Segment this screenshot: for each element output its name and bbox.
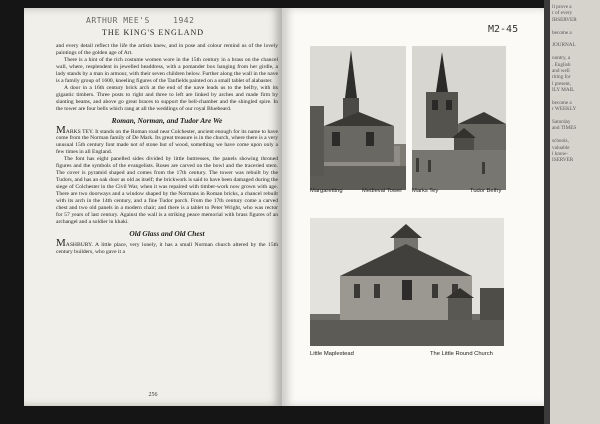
page-number: 256 [148, 392, 158, 398]
handwritten-year: 1942 [173, 16, 195, 25]
background-sheet [544, 0, 600, 424]
left-page-text [56, 43, 278, 256]
handwritten-annotation [86, 16, 212, 25]
handwritten-reference-code: M2-45 [488, 24, 519, 35]
background-text-line: ountry, a [552, 55, 571, 62]
right-page [282, 8, 544, 406]
round-church-photo [310, 218, 504, 346]
background-text-line: and well [552, 67, 570, 74]
background-text-line: l know- [552, 150, 568, 157]
background-text-line: schools, [552, 138, 569, 145]
handwritten-author: ARTHUR MEE'S [86, 16, 150, 25]
background-text-line: become a [552, 99, 572, 106]
running-head: THE KING'S ENGLAND [101, 28, 205, 37]
background-text-line: valuable [552, 144, 570, 151]
caption-medieval-tower: Medieval Tower [362, 188, 403, 194]
paragraph: The font has eight panelled sides divided by little buttresses, the panels showing throned figures and the symbols of the evangelists. Roses are carved on the bowl and the traceried stem. The cover is pyramid shaped and comes from the 17th century. The tower was rebuilt by the Tudors, and has an oak door as old as itself; the brickwork is said to have been damaged during the siege of Colchester in the Civil War, when it was repaired with timber-work now grown with age. There are two doorways and a window shaped by the Normans in Roman bricks, a chancel rebuilt with its arch in the 14th century, and a fine Tudor porch. From the 17th century come a carved chest and two old panels in a modern chair; and there is a tablet to Peter Wright, who was rector for 57 years of last century. Against the wall is a striking peace memorial with brass figures of an archangel and a soldier in khaki. [56, 156, 278, 225]
background-text-line: l present, [552, 80, 572, 87]
background-text-line: r WEEKLY [552, 106, 577, 113]
caption-little-maplestead: Little Maplestead [310, 351, 354, 357]
paragraph: There is a hint of the rich costume women wore in the 15th century in a brass on the chancel wall, where, resplendent in jewelled headdress, with a pomander box hanging from her girdle, a lady stands by a man in armour, with their seven children below. Further along the wall in the nave is a family group of 1600, kneeling figures of the Tanfields painted on a small tablet of alabaster. [56, 56, 278, 84]
paragraph: A door in a 16th century brick arch at the end of the nave leads us to the belfry, with its gigantic timbers. Three posts to right and three to left are linked by arches and made firm by slanting beams, and above go great braces to support the bell-chamber and the shingled spire. In the tower are four bells which rang at all the weddings of our royal Bluebeard. [56, 84, 278, 112]
background-text-line: Saturday [552, 119, 571, 126]
church-belfry-photo [412, 46, 506, 190]
background-text-line: JOURNAL [552, 42, 576, 49]
photo-margaretting-tower [310, 46, 406, 190]
paragraph: and every detail reflect the life the artists knew, and in pose and colour remind us of the lovely paintings of the golden age of Art. [56, 43, 278, 56]
paragraph [56, 123, 278, 157]
caption-marks-tey: Marks Tey [412, 188, 439, 194]
background-text-line: ISERVER [552, 157, 574, 164]
background-text-line: ILY MAIL [552, 87, 575, 94]
photo-little-maplestead [310, 218, 504, 346]
drop-cap: M [56, 236, 66, 249]
caption-margaretting: Margaretting [310, 188, 343, 194]
photo-marks-tey-belfry [412, 46, 506, 190]
paragraph-lead: ARKS TEY. It stands on the Roman road near Colchester, ancient enough for its name to have come from the Norman family of De Mark. Its great treasure is in the church, where there is a very unusual 15th century font made not of stone but of wood, something we have come upon only a few times in all England. [56, 128, 278, 156]
background-text-line: riting for [552, 74, 571, 81]
caption-tudor-belfry: Tudor Belfry [470, 188, 502, 194]
paragraph [56, 236, 278, 256]
background-text-line: IBSERVER [552, 16, 577, 23]
background-text-line: r of every [552, 10, 573, 17]
left-page [24, 8, 282, 406]
drop-cap: M [56, 123, 66, 136]
caption-round-church: The Little Round Church [430, 351, 493, 357]
sheet-edge [544, 0, 550, 424]
background-text-line: ll prove a [552, 4, 572, 10]
section-heading: Roman, Norman, and Tudor Are We [111, 115, 223, 125]
paragraph-lead: ASHBURY. A little place, very lonely, it has a small Norman church altered by the 15th century builders, who gave it a [56, 241, 278, 255]
background-text-column [552, 4, 596, 164]
section-heading: Old Glass and Old Chest [129, 228, 205, 238]
church-tower-photo [310, 46, 406, 190]
background-text-line: become a [552, 29, 572, 36]
background-text-line: and TIMES [552, 125, 577, 132]
background-text-line: . English [552, 61, 571, 68]
